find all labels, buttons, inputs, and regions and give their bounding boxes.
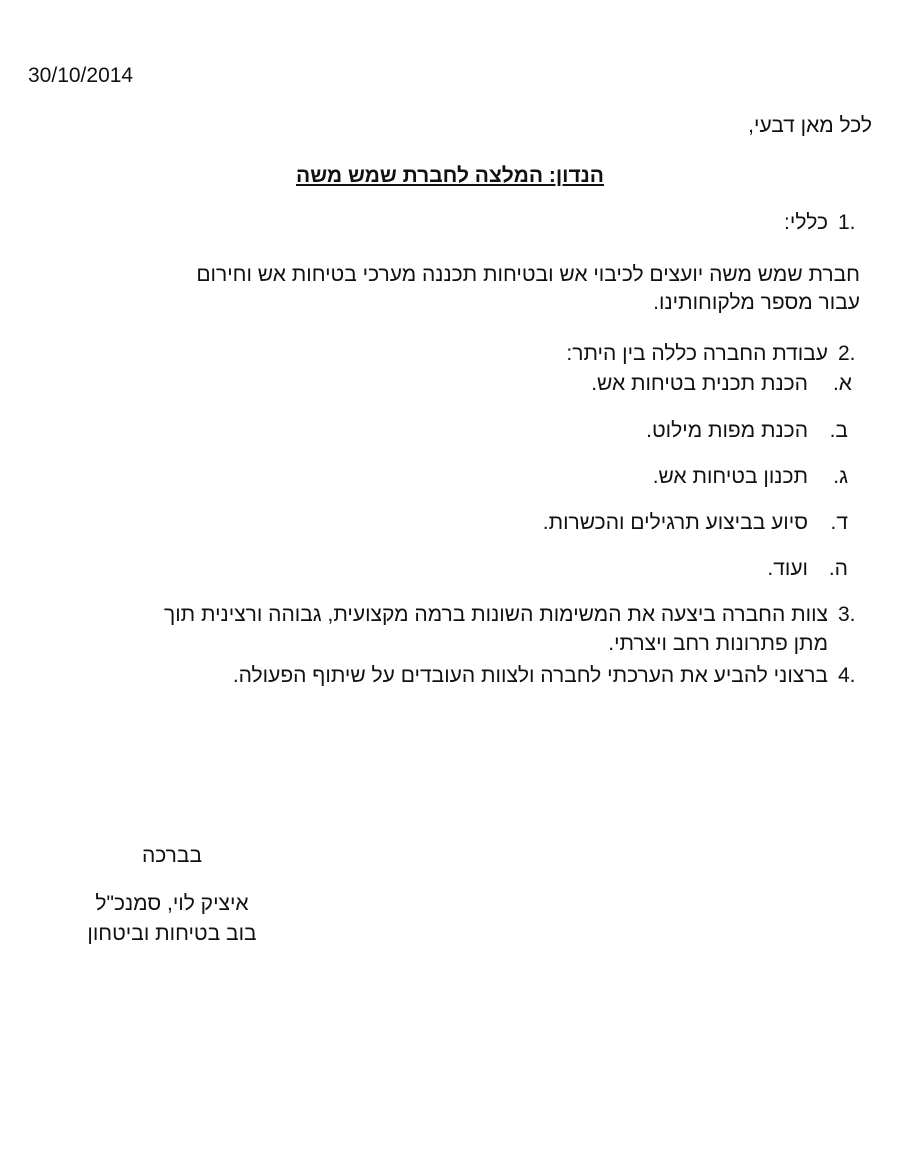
section-heading: עבודת החברה כללה בין היתר: xyxy=(566,342,828,365)
list-item-letter: ג. xyxy=(833,465,848,488)
section-number: 1. xyxy=(838,211,856,234)
list-item-letter: א. xyxy=(832,372,852,395)
signature-name: איציק לוי, סמנכ"ל xyxy=(95,892,249,915)
section-body-line: ברצוני להביע את הערכתי לחברה ולצוות העובדים על שיתוף הפעולה. xyxy=(232,664,828,687)
salutation: לכל מאן דבעי, xyxy=(748,114,872,137)
list-item-letter: ה. xyxy=(828,557,848,580)
section-number: 4. xyxy=(838,664,856,687)
section-body-line: מתן פתרונות רחב ויצרתי. xyxy=(608,632,828,655)
section-body-line: חברת שמש משה יועצים לכיבוי אש ובטיחות תכננה מערכי בטיחות אש וחירום xyxy=(196,263,860,286)
list-item-letter: ד. xyxy=(830,511,848,534)
section-number: 2. xyxy=(838,342,856,365)
list-item-text: תכנון בטיחות אש. xyxy=(652,465,808,488)
section-body-line: צוות החברה ביצעה את המשימות השונות ברמה מקצועית, גבוהה ורצינית תוך xyxy=(164,603,828,626)
section-body-line: עבור מספר מלקוחותינו. xyxy=(653,291,860,314)
section-number: 3. xyxy=(838,603,856,626)
signature-title: בוב בטיחות וביטחון xyxy=(87,922,257,945)
closing: בברכה xyxy=(141,844,203,867)
list-item-text: ועוד. xyxy=(767,557,808,580)
letter-date: 30/10/2014 xyxy=(28,64,134,87)
section-heading: כללי: xyxy=(784,211,828,234)
list-item-letter: ב. xyxy=(829,419,848,442)
subject-line: הנדון: המלצה לחברת שמש משה xyxy=(296,164,604,187)
list-item-text: סיוע בביצוע תרגילים והכשרות. xyxy=(542,511,808,534)
list-item-text: הכנת תכנית בטיחות אש. xyxy=(591,372,808,395)
list-item-text: הכנת מפות מילוט. xyxy=(646,419,808,442)
